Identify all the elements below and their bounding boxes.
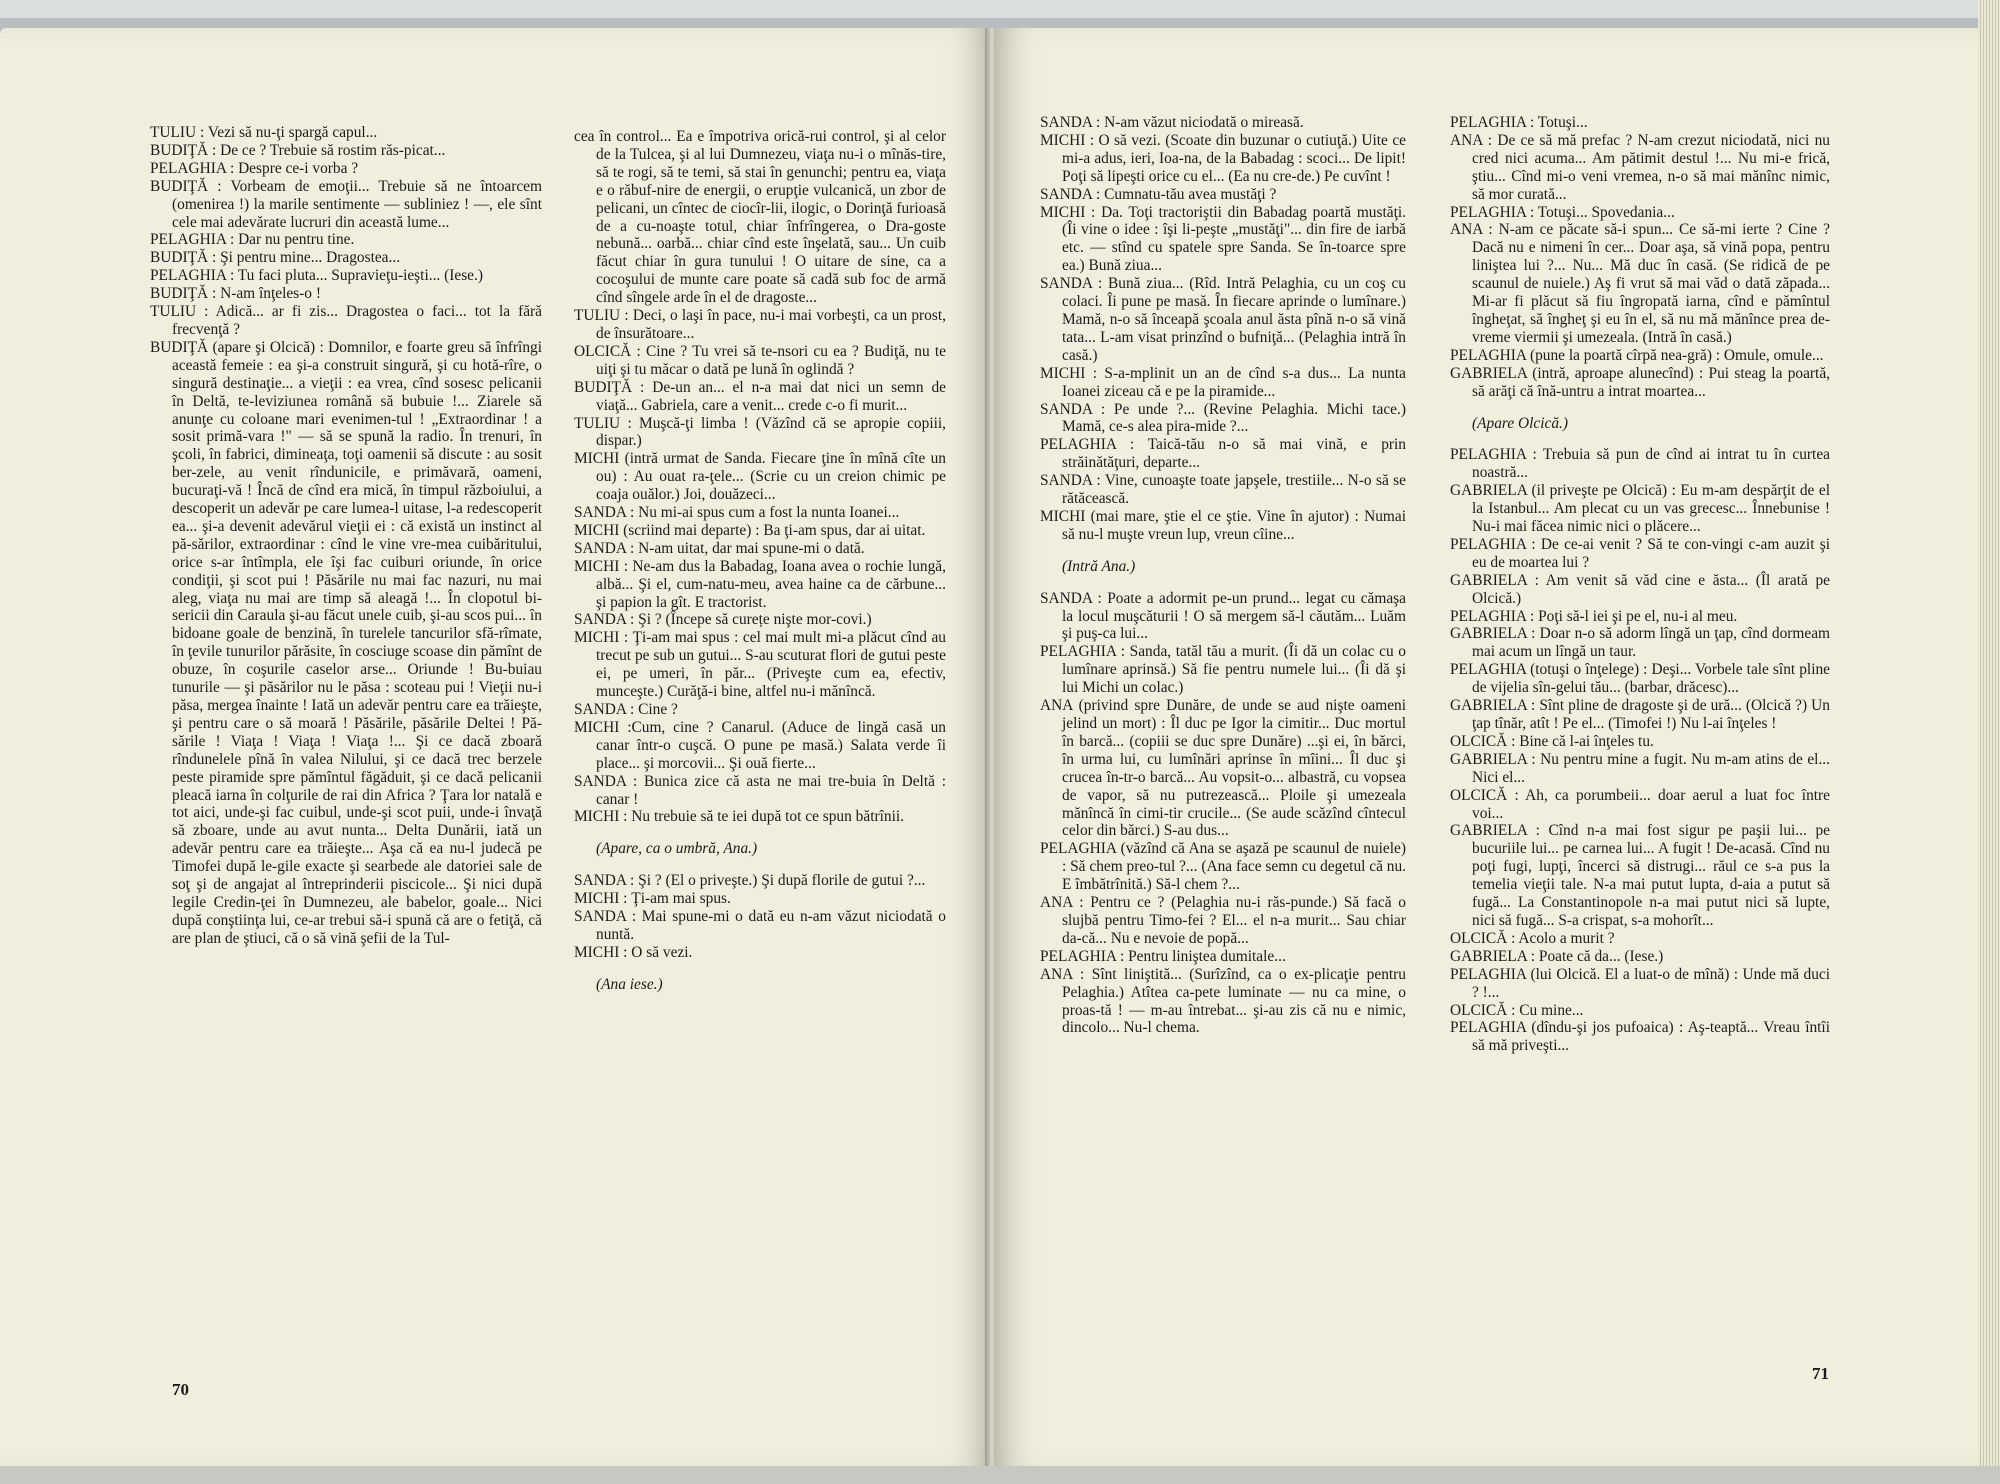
dialogue-line: SANDA : Vine, cunoaşte toate japşele, trestiile... N-o să se rătăcească. xyxy=(1040,472,1406,508)
dialogue-line: SANDA : Poate a adormit pe-un prund... legat cu cămaşa la locul muşcăturii ! O să mergem să-l căutăm... Luăm şi puş-ca lui... xyxy=(1040,589,1406,643)
dialogue-line: ANA : Pentru ce ? (Pelaghia nu-i răs-punde.) Să facă o slujbă pentru Timo-fei ? El... el n-a murit... Sau chiar da-că... Nu e nevoie de popă... xyxy=(1040,894,1406,947)
dialogue-line: PELAGHIA : Tu faci pluta... Supravieţu-ieşti... (Iese.) xyxy=(150,267,483,285)
scan-background xyxy=(0,1466,2000,1484)
dialogue-line: BUDIŢĂ : Vorbeam de emoţii... Trebuie să ne întoarcem (omenirea !) la marile sentimente — subliniez ! —, ele sînt cele mai adevărate lucruri din această lume... xyxy=(150,177,542,231)
dialogue-line: MICHI : S-a-mplinit un an de cînd s-a dus... La nunta Ioanei ziceau că e pe la piramide... xyxy=(1040,364,1406,400)
dialogue-line: PELAGHIA : Totuşi... Spovedania... xyxy=(1450,203,1675,221)
right-page-column-a xyxy=(1040,114,1406,1037)
dialogue-line: PELAGHIA (pune la poartă cîrpă nea-gră) : Omule, omule... xyxy=(1450,346,1824,364)
dialogue-line: BUDIŢĂ : De ce ? Trebuie să rostim răs-picat... xyxy=(150,141,446,159)
dialogue-line: GABRIELA : Am venit să văd cine e ăsta... (Îl arată pe Olcică.) xyxy=(1450,571,1830,607)
dialogue-line: MICHI (mai mare, ştie el ce ştie. Vine în ajutor) : Numai să nu-l muşte vreun lup, vreun cîine... xyxy=(1040,507,1406,543)
dialogue-line: SANDA : Şi ? (Începe să curețe nişte mor-covi.) xyxy=(574,611,872,629)
right-page xyxy=(996,28,1986,1468)
dialogue-line: SANDA : Nu mi-ai spus cum a fost la nunta Ioanei... xyxy=(574,504,900,522)
book-spread xyxy=(0,18,2000,1466)
dialogue-line: TULIU : Adică... ar fi zis... Dragostea o faci... tot la fără frecvenţă ? xyxy=(150,303,542,338)
dialogue-line: PELAGHIA (văzînd că Ana se aşază pe scaunul de nuiele) : Să chem preo-tul ?... (Ana face semn cu degetul că nu. E îmbătrînită.) Să-l chem ?... xyxy=(1040,840,1407,894)
dialogue-line: GABRIELA : Nu pentru mine a fugit. Nu m-am atins de el... Nici el... xyxy=(1450,750,1830,786)
dialogue-line: ANA (privind spre Dunăre, de unde se aud nişte oameni jelind un mort) : Îl duc pe Igor la cimitir... Duc mortul în barcă... (copiii se duc spre Dunăre) ...şi ei, în bărci, în urma lui, cu lumînări aprinse în mîini... Îl duc şi crucea în-tr-o barcă... Au vopsit-o... albastră, cu vopsea de vapor, să nu putrezească... Ploile şi umezeala mănîncă în cimi-tir crucile... (Se aude scăzînd cîntecul celor din bărci.) S-au dus... xyxy=(1040,697,1406,840)
stage-direction: (Apare Olcică.) xyxy=(1472,414,1569,432)
dialogue-line: MICHI : Nu trebuie să te iei după tot ce spun bătrînii. xyxy=(574,808,904,826)
dialogue-line: GABRIELA (il priveşte pe Olcică) : Eu m-am despărţit de el la Istanbul... Am plecat cu un vas grecesc... Înnebunise ! Nu-i mai făcea nimic nici o plăcere... xyxy=(1450,482,1830,536)
dialogue-line: GABRIELA : Doar n-o să adorm lîngă un ţap, cînd dormeam mai acum un lîngă un taur. xyxy=(1450,625,1830,661)
dialogue-line: PELAGHIA : Pentru liniştea dumitale... xyxy=(1040,947,1286,965)
right-page-number: 71 xyxy=(1812,1364,1829,1383)
dialogue-line: PELAGHIA : Trebuia să pun de cînd ai intrat tu în curtea noastră... xyxy=(1450,446,1830,482)
dialogue-line: SANDA : N-am uitat, dar mai spune-mi o dată. xyxy=(574,539,865,557)
dialogue-line: PELAGHIA : Totuşi... xyxy=(1450,114,1588,131)
dialogue-line: MICHI : O să vezi. (Scoate din buzunar o cutiuţă.) Uite ce mi-a adus, ieri, Ioa-na, de la Babadag : scoci... De lipit! Poţi să lipeşti orice cu el... (Ea nu cre-de.) Pe cuvînt ! xyxy=(1040,131,1406,185)
dialogue-line: OLCICĂ : Cu mine... xyxy=(1450,1001,1584,1019)
dialogue-line: cea în control... Ea e împotriva orică-rui control, şi al celor de la Tulcea, şi al lui Dumnezeu, viaţa nu-i o mînăs-tire, să te rogi, să te temi, să stai în genunchi; pentru ea, viaţa e o răbuf-nire de energii, o erupţie vulcanică, un zbor de pelicani, un cîntec de ciocîr-lii, ilogic, o Dorinţă furioasă de a cu-noaşte totul, chiar înfrîngerea, o Dra-goste nebună... oarbă... chiar cînd este înşelată, sau... Un cuib făcut chiar în gura tunului ! O uitare de sine, ca a cocoşului de munte care poate să cadă sub foc de armă cînd sîngele arde în el de dragoste... xyxy=(574,128,946,307)
dialogue-line: MICHI : Ţi-am mai spus. xyxy=(574,890,731,908)
dialogue-line: SANDA : Pe unde ?... (Revine Pelaghia. Michi tace.) Mamă, ce-s alea pira-mide ?... xyxy=(1040,400,1406,436)
dialogue-line: GABRIELA : Poate că da... (Iese.) xyxy=(1450,947,1664,965)
stage-direction: (Ana iese.) xyxy=(596,975,663,993)
dialogue-line: PELAGHIA : Taică-tău n-o să mai vină, e prin străinătăţuri, departe... xyxy=(1040,436,1406,472)
dialogue-line: GABRIELA : Cînd n-a mai fost sigur pe paşii lui... pe bucuriile lui... pe carnea lui... A fugit ! De-acasă. Cînd nu poţi fugi, lupţi, încerci să distrugi... răul ce s-a pus la temelia vieţii tale. N-a mai putut lupta, d-aia a putut să fugă... La Constantinopole n-a mai putut nici să lupte, nici să fugă... S-a crispat, s-a mohorît... xyxy=(1450,822,1830,929)
dialogue-line: PELAGHIA : Dar nu pentru tine. xyxy=(150,231,355,249)
stage-direction: (Apare, ca o umbră, Ana.) xyxy=(596,840,758,858)
dialogue-line: PELAGHIA (dîndu-şi jos pufoaica) : Aş-teaptă... Vreau întîi să mă priveşti... xyxy=(1450,1019,1830,1055)
dialogue-line: ANA : De ce să mă prefac ? N-am crezut niciodată, nici nu cred nici acuma... Am pătimit destul !... Nu mi-e frică, ştiu... Cînd mi-o veni vremea, n-o să mai mănînc nimic, să mor curată... xyxy=(1450,131,1830,203)
dialogue-line: PELAGHIA : Sanda, tatăl tău a murit. (Îi dă un colac cu o lumînare aprinsă.) Să fie pentru numele lui... (Îi dă şi lui Michi un colac.) xyxy=(1040,643,1406,697)
left-page-column-a xyxy=(150,124,542,948)
dialogue-line: PELAGHIA : De ce-ai venit ? Să te con-vingi c-am auzit şi eu de moartea lui ? xyxy=(1450,535,1830,571)
dialogue-line: MICHI : Da. Toţi tractoriştii din Babadag poartă mustăţi. (Îi vine o idee : îşi li-peşte „mustăţi"... din fire de iarbă etc. — stînd cu spatele spre Sanda. Se în-toarce spre ea.) Bună ziua... xyxy=(1040,203,1406,275)
dialogue-line: BUDIŢĂ (apare şi Olcică) : Domnilor, e foarte greu să înfrîngi această femeie : ea şi-a construit singură, şi cu hotă-rîre, o singură destinaţie... a vieţii : ea vrea, cînd sosesc pelicanii în Deltă, te-leviziunea română să bubuie !... Ziarele să anunţe cu coloane mari evenimen-tul ! „Extraordinar ! a sosit primă-vara !" — să se spună la radio. În trenuri, în şcoli, în fabrici, dimineaţa, toţi oamenii să discute : au sosit ber-zele, au venit rîndunicile, e primăvară, oameni, bucuraţi-vă ! Încă de cînd era mică, în timpul războiului, a descoperit un adevăr pe care lumea-l uitase, l-a redescoperit ea... şi-a devenit adevărul vieţii ei : că există un instinct al pă-sărilor, extraordinar : cînd le vine vre-mea cuibăritului, orice s-ar întîmpla, ele îşi fac cuiburi oriunde, în orice condiţii, şi scot pui ! Păsările nu mai fac nazuri, nu mai aleg, viaţa nu mai are timp să aleagă !... În clopotul bi-sericii din Caraula şi-au făcut unele cuib, şi-au scos pui... în bidoane goale de benzină, în turelele tancurilor sfă-rîmate, în ţevile tunurilor părăsite, în cosciuge scoase din pămînt de obuze, în coşurile caselor arse... Oriunde ! Bu-buiau tunurile — şi păsărilor nu le păsa : scoteau pui ! Vieţii nu-i păsa, mergea înainte ! Iată un adevăr pentru care ea trăieşte, şi pentru care o să moară ! Păsările, păsările Deltei ! Pă-sările ! Viaţa ! Viaţa ! Viaţa !... Şi ce dacă zboară rîndunelele pînă în valea Nilului, şi ce dacă trec berzele peste piramide spre pămîntul făgăduit, şi ce dacă pelicanii pleacă iarna în colţurile de rai din Africa ? Ţara lor natală e tot aici, unde-şi fac cuibul, unde-şi scot puii, unde-i învaţă să zboare, unde au avut nunta... Delta Dunării, iată un adevăr pentru care ea trăieşte... Aşa că ea nu-l judecă pe Timofei după le-gile exacte şi searbede ale datoriei sale de soţ şi de angajat al întreprinderii piscicole... Şi nici după legile Credin-ţei în Dumnezeu, ale babelor, goale... Nici după conştiinţa lui, ce-ar trebui să-i spună că are o fetiţă, că are plan de ştiuci, că o să vină şefii de la Tul- xyxy=(150,338,542,947)
dialogue-line: TULIU : Vezi să nu-ţi spargă capul... xyxy=(150,124,378,141)
dialogue-line: GABRIELA : Sînt pline de dragoste şi de ură... (Olcică ?) Un ţap tînăr, atît ! Pe el... (Timofei !) Nu l-ai înţeles ! xyxy=(1450,697,1830,732)
dialogue-line: SANDA : Bunica zice că asta ne mai tre-buia în Deltă : canar ! xyxy=(574,772,946,808)
dialogue-line: OLCICĂ : Ah, ca porumbeii... doar aerul a luat foc între voi... xyxy=(1450,786,1830,822)
dialogue-line: MICHI :Cum, cine ? Canarul. (Aduce de lingă casă un canar într-o cuşcă. O pune pe masă.) Salata verde îi place... şi morcovii... Şi ouă fierte... xyxy=(574,718,946,772)
dialogue-line: SANDA : Bună ziua... (Rîd. Intră Pelaghia, cu un coş cu colaci. Îi pune pe masă. În fiecare aprinde o lumînare.) Mamă, n-o să înceapă şcoala anul ăsta pînă n-o să vină tata... L-am visat prinzînd o bufniţă... (Pelaghia intră în casă.) xyxy=(1040,275,1406,364)
dialogue-line: ANA : Sînt liniştită... (Surîzînd, ca o ex-plicaţie pentru Pelaghia.) Atîtea ca-pete luminate — nu ca mine, o proas-tă ! — m-au întrebat... şi-au zis că nu e nimic, dincolo... Nu-l chema. xyxy=(1040,965,1406,1037)
page-edges xyxy=(1978,0,2000,1484)
dialogue-line: OLCICĂ : Acolo a murit ? xyxy=(1450,929,1615,947)
dialogue-line: MICHI : Ne-am dus la Babadag, Ioana avea o rochie lungă, albă... Şi el, cum-natu-meu, avea haine ca de cărbune... şi papion la gît. E tractorist. xyxy=(574,557,946,611)
left-page xyxy=(0,28,988,1468)
dialogue-line: PELAGHIA : Despre ce-i vorba ? xyxy=(150,159,359,177)
dialogue-line: TULIU : Muşcă-ţi limba ! (Văzînd că se apropie copiii, dispar.) xyxy=(574,414,946,450)
dialogue-line: TULIU : Deci, o laşi în pace, nu-i mai vorbeşti, ca un prost, de însurătoare... xyxy=(574,307,946,342)
dialogue-line: PELAGHIA (totuşi o înţelege) : Deşi... Vorbele tale sînt pline de vijelia sîn-gelui tău... (barbar, drăcesc)... xyxy=(1450,661,1830,697)
left-page-number: 70 xyxy=(172,1380,189,1399)
dialogue-line: OLCICĂ : Bine că l-ai înţeles tu. xyxy=(1450,732,1654,750)
dialogue-line: PELAGHIA : Poţi să-l iei şi pe el, nu-i al meu. xyxy=(1450,607,1738,625)
dialogue-line: ANA : N-am ce păcate să-i spun... Ce să-mi ierte ? Cine ? Dacă nu e nimeni în cer... Doar aşa, să vină popa, pentru liniştea lui ?... Nu... Mă duc în casă. (Se ridică de pe scaunul de nuiele.) Aş fi vrut să mai văd o dată zăpada... Mi-ar fi plăcut să fiu îngropată iarna, cînd e pămîntul îngheţat, să îngheţ şi eu în el, să nu mă mănînce prea de-vreme viermii şi umezeala. (Intră în casă.) xyxy=(1450,221,1830,346)
dialogue-line: MICHI (scriind mai departe) : Ba ţi-am spus, dar ai uitat. xyxy=(574,521,926,539)
dialogue-line: SANDA : Cumnatu-tău avea mustăţi ? xyxy=(1040,185,1277,203)
right-page-column-b xyxy=(1450,114,1830,1055)
dialogue-line: GABRIELA (intră, aproape alunecînd) : Pui steag la poartă, să arăţi că înă-untru a intrat moartea... xyxy=(1450,364,1830,400)
dialogue-line: MICHI (intră urmat de Sanda. Fiecare ţine în mînă cîte un ou) : Au ouat ra-ţele... (Scrie cu un creion chimic pe coaja ouălor.) Joi, douăzeci... xyxy=(574,450,946,504)
dialogue-line: OLCICĂ : Cine ? Tu vrei să te-nsori cu ea ? Budiţă, nu te uiţi şi tu măcar o dată pe lună în oglindă ? xyxy=(574,342,946,378)
dialogue-line: SANDA : N-am văzut niciodată o mireasă. xyxy=(1040,114,1304,131)
dialogue-line: SANDA : Cine ? xyxy=(574,701,678,718)
left-page-column-b xyxy=(574,128,946,1008)
dialogue-line: BUDIŢĂ : Şi pentru mine... Dragostea... xyxy=(150,249,401,267)
dialogue-line: BUDIŢĂ : De-un an... el n-a mai dat nici un semn de viaţă... Gabriela, care a venit... crede c-o fi murit... xyxy=(574,378,946,414)
dialogue-line: MICHI : O să vezi. xyxy=(574,943,693,961)
dialogue-line: BUDIŢĂ : N-am înţeles-o ! xyxy=(150,285,321,303)
dialogue-line: PELAGHIA (lui Olcică. El a luat-o de mînă) : Unde mă duci ? !... xyxy=(1450,965,1830,1001)
dialogue-line: SANDA : Mai spune-mi o dată eu n-am văzut niciodată o nuntă. xyxy=(574,908,946,943)
dialogue-line: SANDA : Şi ? (El o priveşte.) Şi după florile de gutui ?... xyxy=(574,872,926,890)
dialogue-line: MICHI : Ţi-am mai spus : cel mai mult mi-a plăcut cînd au trecut pe sub un gutui... S-au scuturat flori de gutui peste ei, pe umeri, în păr... (Priveşte cum ea, efectiv, munceşte.) Curăţă-i bine, altfel nu-i mănîncă. xyxy=(574,629,946,701)
stage-direction: (Intră Ana.) xyxy=(1062,557,1136,575)
